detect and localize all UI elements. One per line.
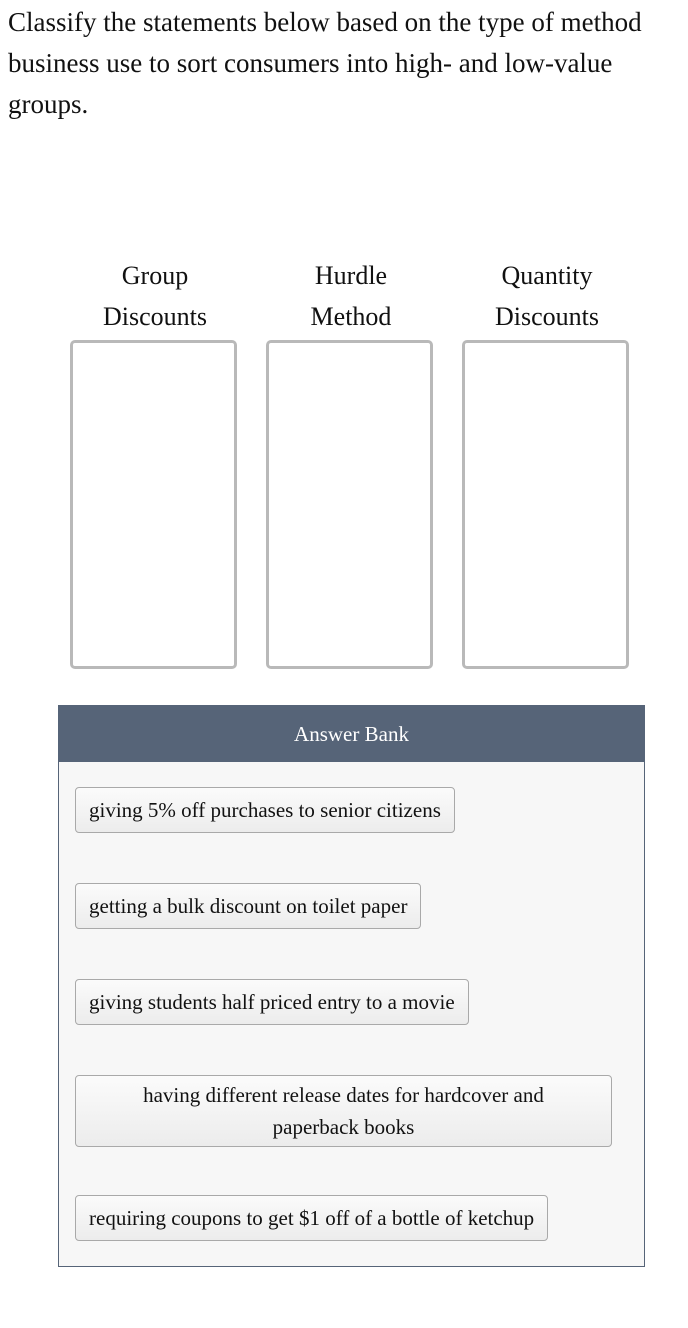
bin-label-line: Method: [310, 302, 392, 331]
bin-label-hurdle-method: [266, 255, 436, 337]
question-prompt: Classify the statements below based on the type of method business use to sort consumers into high- and low-value groups.: [8, 7, 642, 119]
answer-chip[interactable]: having different release dates for hardcover and paperback books: [75, 1075, 612, 1147]
bin-label-group-discounts: [70, 255, 240, 337]
bin-label-line: Hurdle: [314, 261, 388, 290]
bin-label-line: Discounts: [495, 302, 599, 331]
drop-zone-hurdle-method[interactable]: [266, 340, 433, 669]
bin-label-line: Discounts: [103, 302, 207, 331]
bin-label-line: Quantity: [501, 261, 593, 290]
answer-bank: [58, 705, 645, 1267]
bin-label-line: Group: [121, 261, 189, 290]
answer-bank-title: Answer Bank: [59, 706, 644, 762]
drop-zone-group-discounts[interactable]: [70, 340, 237, 669]
answer-chip[interactable]: giving 5% off purchases to senior citizens: [75, 787, 455, 833]
bin-label-quantity-discounts: [462, 255, 632, 337]
answer-chip[interactable]: requiring coupons to get $1 off of a bottle of ketchup: [75, 1195, 548, 1241]
answer-chip[interactable]: getting a bulk discount on toilet paper: [75, 883, 421, 929]
drop-zone-quantity-discounts[interactable]: [462, 340, 629, 669]
answer-chip[interactable]: giving students half priced entry to a movie: [75, 979, 469, 1025]
